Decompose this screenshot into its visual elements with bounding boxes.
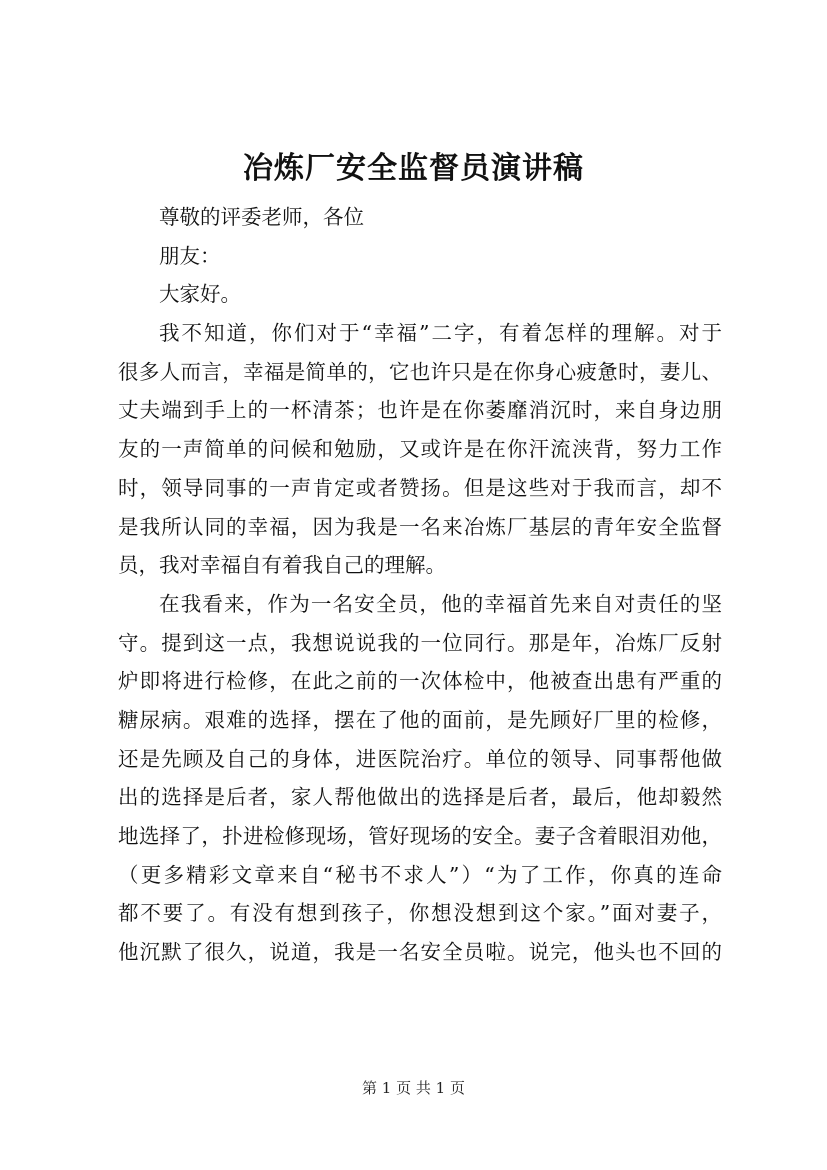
body-line: 他沉默了很久，说道，我是一名安全员啦。说完，他头也不回的 <box>118 940 722 965</box>
body-line: 糖尿病。艰难的选择，摆在了他的面前，是先顾好厂里的检修， <box>118 707 722 732</box>
body-line: （更多精彩文章来自“秘书不求人”）“为了工作，你真的连命 <box>118 862 722 887</box>
body-line: 出的选择是后者，家人帮他做出的选择是后者，最后，他却毅然 <box>118 785 722 810</box>
body-line: 大家好。 <box>159 282 241 307</box>
body-line: 炉即将进行检修，在此之前的一次体检中，他被查出患有严重的 <box>118 669 722 694</box>
body-line: 守。提到这一点，我想说说我的一位同行。那是年，冶炼厂反射 <box>118 630 722 655</box>
body-line: 我不知道，你们对于“幸福”二字，有着怎样的理解。对于 <box>159 321 722 346</box>
document-title: 冶炼厂安全监督员演讲稿 <box>243 151 584 186</box>
body-line: 地选择了，扑进检修现场，管好现场的安全。妻子含着眼泪劝他， <box>118 824 722 848</box>
body-line: 都不要了。有没有想到孩子，你想没想到这个家。”面对妻子， <box>118 901 722 926</box>
body-line: 在我看来，作为一名安全员，他的幸福首先来自对责任的坚 <box>159 591 722 616</box>
body-line: 很多人而言，幸福是简单的，它也许只是在你身心疲惫时，妻儿、 <box>118 359 722 384</box>
body-line: 友的一声简单的问候和勉励，又或许是在你汗流浃背，努力工作 <box>118 437 722 462</box>
body-line: 员，我对幸福自有着我自己的理解。 <box>118 553 446 578</box>
body-line: 时，领导同事的一声肯定或者赞扬。但是这些对于我而言，却不 <box>118 475 722 500</box>
body-line: 是我所认同的幸福，因为我是一名来冶炼厂基层的青年安全监督 <box>118 514 722 539</box>
body-line: 尊敬的评委老师，各位 <box>159 205 364 229</box>
body-line: 丈夫端到手上的一杯清茶；也许是在你萎靡消沉时，来自身边朋 <box>118 398 722 423</box>
page-footer: 第 1 页 共 1 页 <box>362 1079 465 1097</box>
body-line: 还是先顾及自己的身体，进医院治疗。单位的领导、同事帮他做 <box>118 746 722 771</box>
body-line: 朋友： <box>159 243 221 268</box>
document-body <box>118 198 722 972</box>
